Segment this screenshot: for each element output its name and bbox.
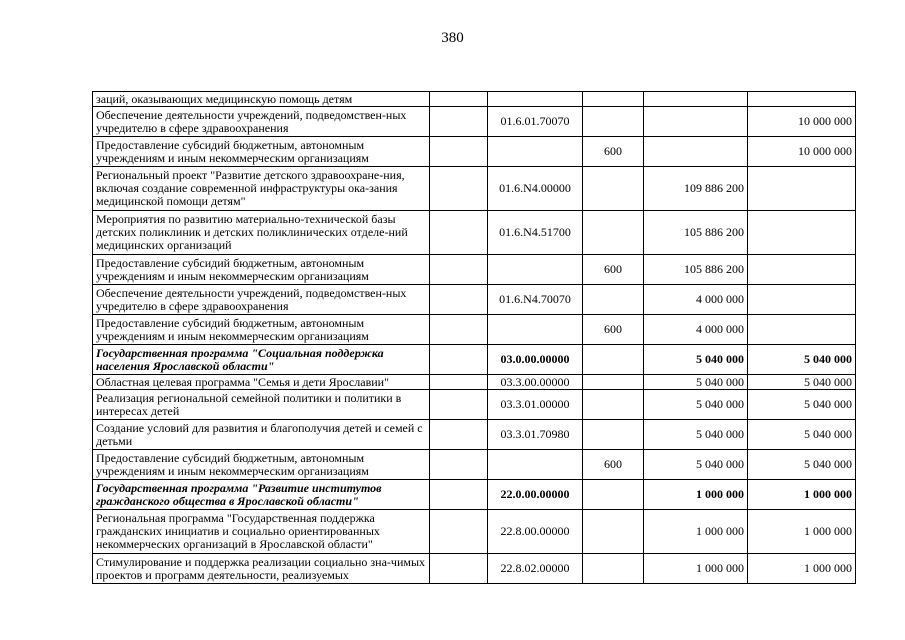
- row-name-cell: Государственная программа "Социальная поддержка населения Ярославской области": [93, 345, 430, 375]
- row-amount2-cell: 5 040 000: [748, 450, 856, 480]
- row-code-cell: 01.6.N4.00000: [488, 167, 583, 211]
- row-type-cell: 600: [583, 137, 644, 167]
- row-type-cell: [583, 107, 644, 137]
- budget-table-body: [93, 92, 856, 584]
- table-row: [93, 92, 856, 107]
- row-blank-cell: [430, 167, 488, 211]
- row-name-cell: Создание условий для развития и благополучия детей и семей с детьми: [93, 420, 430, 450]
- row-type-cell: [583, 420, 644, 450]
- budget-table: [92, 91, 856, 584]
- row-code-cell: [488, 92, 583, 107]
- row-blank-cell: [430, 345, 488, 375]
- row-name-cell: Стимулирование и поддержка реализации социально зна-чимых проектов и программ деятельности, реализуемых: [93, 554, 430, 584]
- row-blank-cell: [430, 375, 488, 390]
- row-name-cell: Предоставление субсидий бюджетным, автономным учреждениям и иным некоммерческим организациям: [93, 255, 430, 285]
- row-amount1-cell: 5 040 000: [644, 420, 748, 450]
- row-amount1-cell: 5 040 000: [644, 375, 748, 390]
- row-code-cell: 01.6.01.70070: [488, 107, 583, 137]
- row-amount1-cell: 5 040 000: [644, 345, 748, 375]
- row-name-cell: Реализация региональной семейной политики и политики в интересах детей: [93, 390, 430, 420]
- row-blank-cell: [430, 390, 488, 420]
- row-blank-cell: [430, 107, 488, 137]
- row-amount2-cell: 5 040 000: [748, 345, 856, 375]
- table-row: [93, 345, 856, 375]
- row-code-cell: [488, 315, 583, 345]
- row-code-cell: 01.6.N4.70070: [488, 285, 583, 315]
- row-type-cell: [583, 554, 644, 584]
- row-name-cell: Мероприятия по развитию материально-технической базы детских поликлиник и детских поликлинических отделе-ний медицинских организаций: [93, 211, 430, 255]
- row-type-cell: [583, 211, 644, 255]
- row-amount2-cell: [748, 92, 856, 107]
- row-amount2-cell: [748, 211, 856, 255]
- row-amount1-cell: 109 886 200: [644, 167, 748, 211]
- row-type-cell: [583, 285, 644, 315]
- row-amount2-cell: [748, 255, 856, 285]
- row-amount1-cell: 1 000 000: [644, 480, 748, 510]
- row-name-cell: Региональный проект "Развитие детского здравоохране-ния, включая создание современной инфраструктуры ока-зания медицинской помощи детям": [93, 167, 430, 211]
- row-amount1-cell: 1 000 000: [644, 510, 748, 554]
- row-code-cell: 03.3.00.00000: [488, 375, 583, 390]
- row-blank-cell: [430, 285, 488, 315]
- row-type-cell: 600: [583, 255, 644, 285]
- table-row: [93, 285, 856, 315]
- row-blank-cell: [430, 255, 488, 285]
- row-code-cell: 22.8.02.00000: [488, 554, 583, 584]
- row-code-cell: 03.3.01.00000: [488, 390, 583, 420]
- row-amount1-cell: 105 886 200: [644, 255, 748, 285]
- table-row: [93, 375, 856, 390]
- table-row: [93, 420, 856, 450]
- row-code-cell: [488, 137, 583, 167]
- row-amount1-cell: 4 000 000: [644, 315, 748, 345]
- row-blank-cell: [430, 480, 488, 510]
- row-name-cell: Региональная программа "Государственная поддержка гражданских инициатив и социально ориентированных некоммерческих организаций в Ярославской области": [93, 510, 430, 554]
- row-name-cell: Обеспечение деятельности учреждений, подведомствен-ных учредителю в сфере здравоохранения: [93, 107, 430, 137]
- row-amount1-cell: [644, 107, 748, 137]
- row-blank-cell: [430, 420, 488, 450]
- row-amount1-cell: 1 000 000: [644, 554, 748, 584]
- row-blank-cell: [430, 92, 488, 107]
- row-type-cell: [583, 510, 644, 554]
- row-blank-cell: [430, 211, 488, 255]
- row-name-cell: заций, оказывающих медицинскую помощь детям: [93, 92, 430, 107]
- table-row: [93, 315, 856, 345]
- row-type-cell: [583, 167, 644, 211]
- row-blank-cell: [430, 137, 488, 167]
- row-type-cell: [583, 92, 644, 107]
- row-amount2-cell: 10 000 000: [748, 107, 856, 137]
- row-name-cell: Предоставление субсидий бюджетным, автономным учреждениям и иным некоммерческим организациям: [93, 137, 430, 167]
- row-code-cell: 22.0.00.00000: [488, 480, 583, 510]
- row-name-cell: Предоставление субсидий бюджетным, автономным учреждениям и иным некоммерческим организациям: [93, 315, 430, 345]
- row-amount1-cell: [644, 137, 748, 167]
- row-amount2-cell: 1 000 000: [748, 510, 856, 554]
- table-row: [93, 554, 856, 584]
- row-amount2-cell: [748, 285, 856, 315]
- table-row: [93, 390, 856, 420]
- row-blank-cell: [430, 510, 488, 554]
- row-code-cell: 22.8.00.00000: [488, 510, 583, 554]
- row-code-cell: 03.3.01.70980: [488, 420, 583, 450]
- row-name-cell: Государственная программа "Развитие институтов гражданского общества в Ярославской области": [93, 480, 430, 510]
- row-amount2-cell: [748, 167, 856, 211]
- row-type-cell: [583, 345, 644, 375]
- row-amount2-cell: 5 040 000: [748, 420, 856, 450]
- row-amount2-cell: 5 040 000: [748, 390, 856, 420]
- row-type-cell: [583, 375, 644, 390]
- row-type-cell: 600: [583, 315, 644, 345]
- table-row: [93, 255, 856, 285]
- row-blank-cell: [430, 450, 488, 480]
- row-code-cell: 01.6.N4.51700: [488, 211, 583, 255]
- page-number: 380: [441, 30, 464, 46]
- row-amount1-cell: 5 040 000: [644, 390, 748, 420]
- row-amount1-cell: 105 886 200: [644, 211, 748, 255]
- table-row: [93, 450, 856, 480]
- table-row: [93, 510, 856, 554]
- row-blank-cell: [430, 554, 488, 584]
- row-amount1-cell: 4 000 000: [644, 285, 748, 315]
- table-row: [93, 480, 856, 510]
- row-code-cell: [488, 450, 583, 480]
- row-type-cell: [583, 390, 644, 420]
- row-type-cell: [583, 480, 644, 510]
- row-name-cell: Областная целевая программа "Семья и дети Ярославии": [93, 375, 430, 390]
- table-row: [93, 211, 856, 255]
- row-code-cell: 03.0.00.00000: [488, 345, 583, 375]
- row-amount1-cell: [644, 92, 748, 107]
- row-amount2-cell: 1 000 000: [748, 480, 856, 510]
- row-amount2-cell: 10 000 000: [748, 137, 856, 167]
- row-type-cell: 600: [583, 450, 644, 480]
- row-blank-cell: [430, 315, 488, 345]
- row-name-cell: Предоставление субсидий бюджетным, автономным учреждениям и иным некоммерческим организациям: [93, 450, 430, 480]
- table-row: [93, 137, 856, 167]
- row-amount2-cell: 1 000 000: [748, 554, 856, 584]
- row-name-cell: Обеспечение деятельности учреждений, подведомствен-ных учредителю в сфере здравоохранения: [93, 285, 430, 315]
- table-row: [93, 107, 856, 137]
- row-amount2-cell: [748, 315, 856, 345]
- row-code-cell: [488, 255, 583, 285]
- row-amount1-cell: 5 040 000: [644, 450, 748, 480]
- table-row: [93, 167, 856, 211]
- row-amount2-cell: 5 040 000: [748, 375, 856, 390]
